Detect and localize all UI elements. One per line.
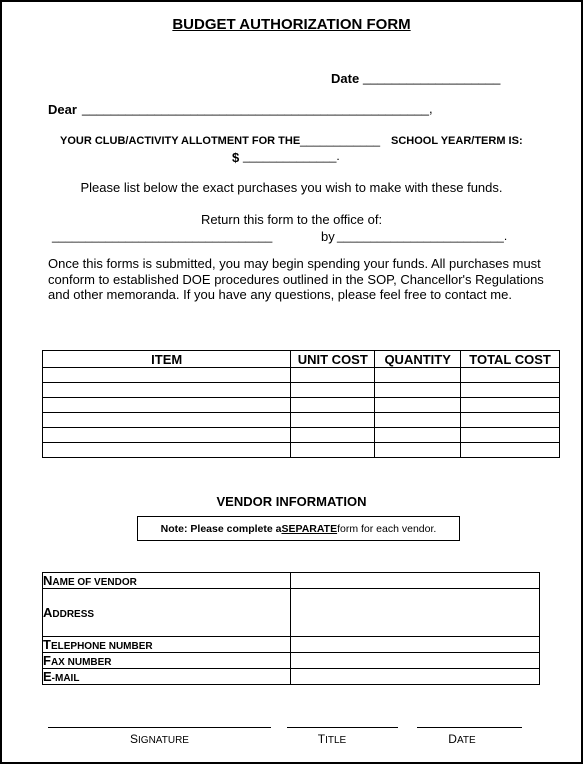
date-label: Date [331,71,360,86]
allotment-suffix: SCHOOL YEAR/TERM IS: [391,135,523,147]
unit-cost-cell[interactable] [291,383,375,398]
vendor-note [137,516,460,541]
amount-field[interactable]: ______________. [243,149,340,163]
note-suffix: form for each vendor. [337,522,437,535]
vendor-phone-label: TELEPHONE NUMBER [43,637,291,653]
vendor-address-field[interactable] [290,589,539,637]
quantity-cell[interactable] [375,368,461,383]
quantity-header: QUANTITY [375,351,461,368]
unit-cost-cell[interactable] [291,398,375,413]
return-instruction: Return this form to the office of: [200,212,383,227]
quantity-cell[interactable] [375,383,461,398]
note-emphasis: SEPARATE [281,522,338,535]
quantity-cell[interactable] [375,413,461,428]
total-cost-header: TOTAL COST [461,351,560,368]
quantity-cell[interactable] [375,428,461,443]
items-header-row [43,351,560,368]
form-title: BUDGET AUTHORIZATION FORM [172,16,411,33]
quantity-cell[interactable] [375,443,461,458]
vendor-email-label: E-MAIL [43,669,291,685]
return-by-field[interactable]: _________________________. [337,229,508,243]
vendor-email-field[interactable] [290,669,539,685]
item-cell[interactable] [43,368,291,383]
total-cost-cell[interactable] [461,413,560,428]
date-line[interactable] [417,727,522,728]
table-row [43,413,560,428]
total-cost-cell[interactable] [461,443,560,458]
total-cost-cell[interactable] [461,428,560,443]
note-prefix: Note: Please complete a [160,522,282,535]
dear-field[interactable]: ________________________________________________, [82,101,433,116]
table-row [43,383,560,398]
item-cell[interactable] [43,398,291,413]
vendor-name-row [43,573,540,589]
dollar-sign: $ [232,150,240,165]
allotment-prefix: YOUR CLUB/ACTIVITY ALLOTMENT FOR THE [60,135,301,147]
total-cost-cell[interactable] [461,398,560,413]
unit-cost-cell[interactable] [291,368,375,383]
return-office-field[interactable]: _________________________________ [52,229,273,243]
list-instruction: Please list below the exact purchases you wish to make with these funds. [80,180,503,195]
unit-cost-header: UNIT COST [291,351,375,368]
item-cell[interactable] [43,428,291,443]
vendor-fax-field[interactable] [290,653,539,669]
title-line[interactable] [287,727,398,728]
item-cell[interactable] [43,413,291,428]
items-table [42,350,560,458]
allotment-year-field[interactable]: ____________ [300,133,381,147]
title-label: TITLE [317,732,347,746]
signature-label: SIGNATURE [130,732,189,746]
item-header: ITEM [43,351,291,368]
vendor-fax-label: FAX NUMBER [43,653,291,669]
vendor-phone-field[interactable] [290,637,539,653]
vendor-address-row [43,589,540,637]
unit-cost-cell[interactable] [291,413,375,428]
item-cell[interactable] [43,443,291,458]
vendor-address-label: ADDRESS [43,589,291,637]
table-row [43,428,560,443]
unit-cost-cell[interactable] [291,428,375,443]
return-by-label: by [321,229,335,244]
table-row [43,398,560,413]
vendor-email-row [43,669,540,685]
unit-cost-cell[interactable] [291,443,375,458]
table-row [43,443,560,458]
date-sig-label: DATE [448,732,476,746]
total-cost-cell[interactable] [461,368,560,383]
total-cost-cell[interactable] [461,383,560,398]
date-field[interactable]: ___________________ [363,70,501,85]
dear-label: Dear [48,102,77,117]
vendor-name-label: NAME OF VENDOR [43,573,291,589]
vendor-fax-row [43,653,540,669]
vendor-name-field[interactable] [290,573,539,589]
vendor-table [42,572,540,685]
quantity-cell[interactable] [375,398,461,413]
signature-line[interactable] [48,727,271,728]
item-cell[interactable] [43,383,291,398]
instructions-paragraph: Once this forms is submitted, you may begin spending your funds. All purchases must conform to established DOE procedures outlined in the SOP, Chancellor's Regulations and other memoranda. If you have any questions, please feel free to contact me. [48,256,544,302]
vendor-phone-row [43,637,540,653]
table-row [43,368,560,383]
vendor-heading: VENDOR INFORMATION [216,494,367,509]
